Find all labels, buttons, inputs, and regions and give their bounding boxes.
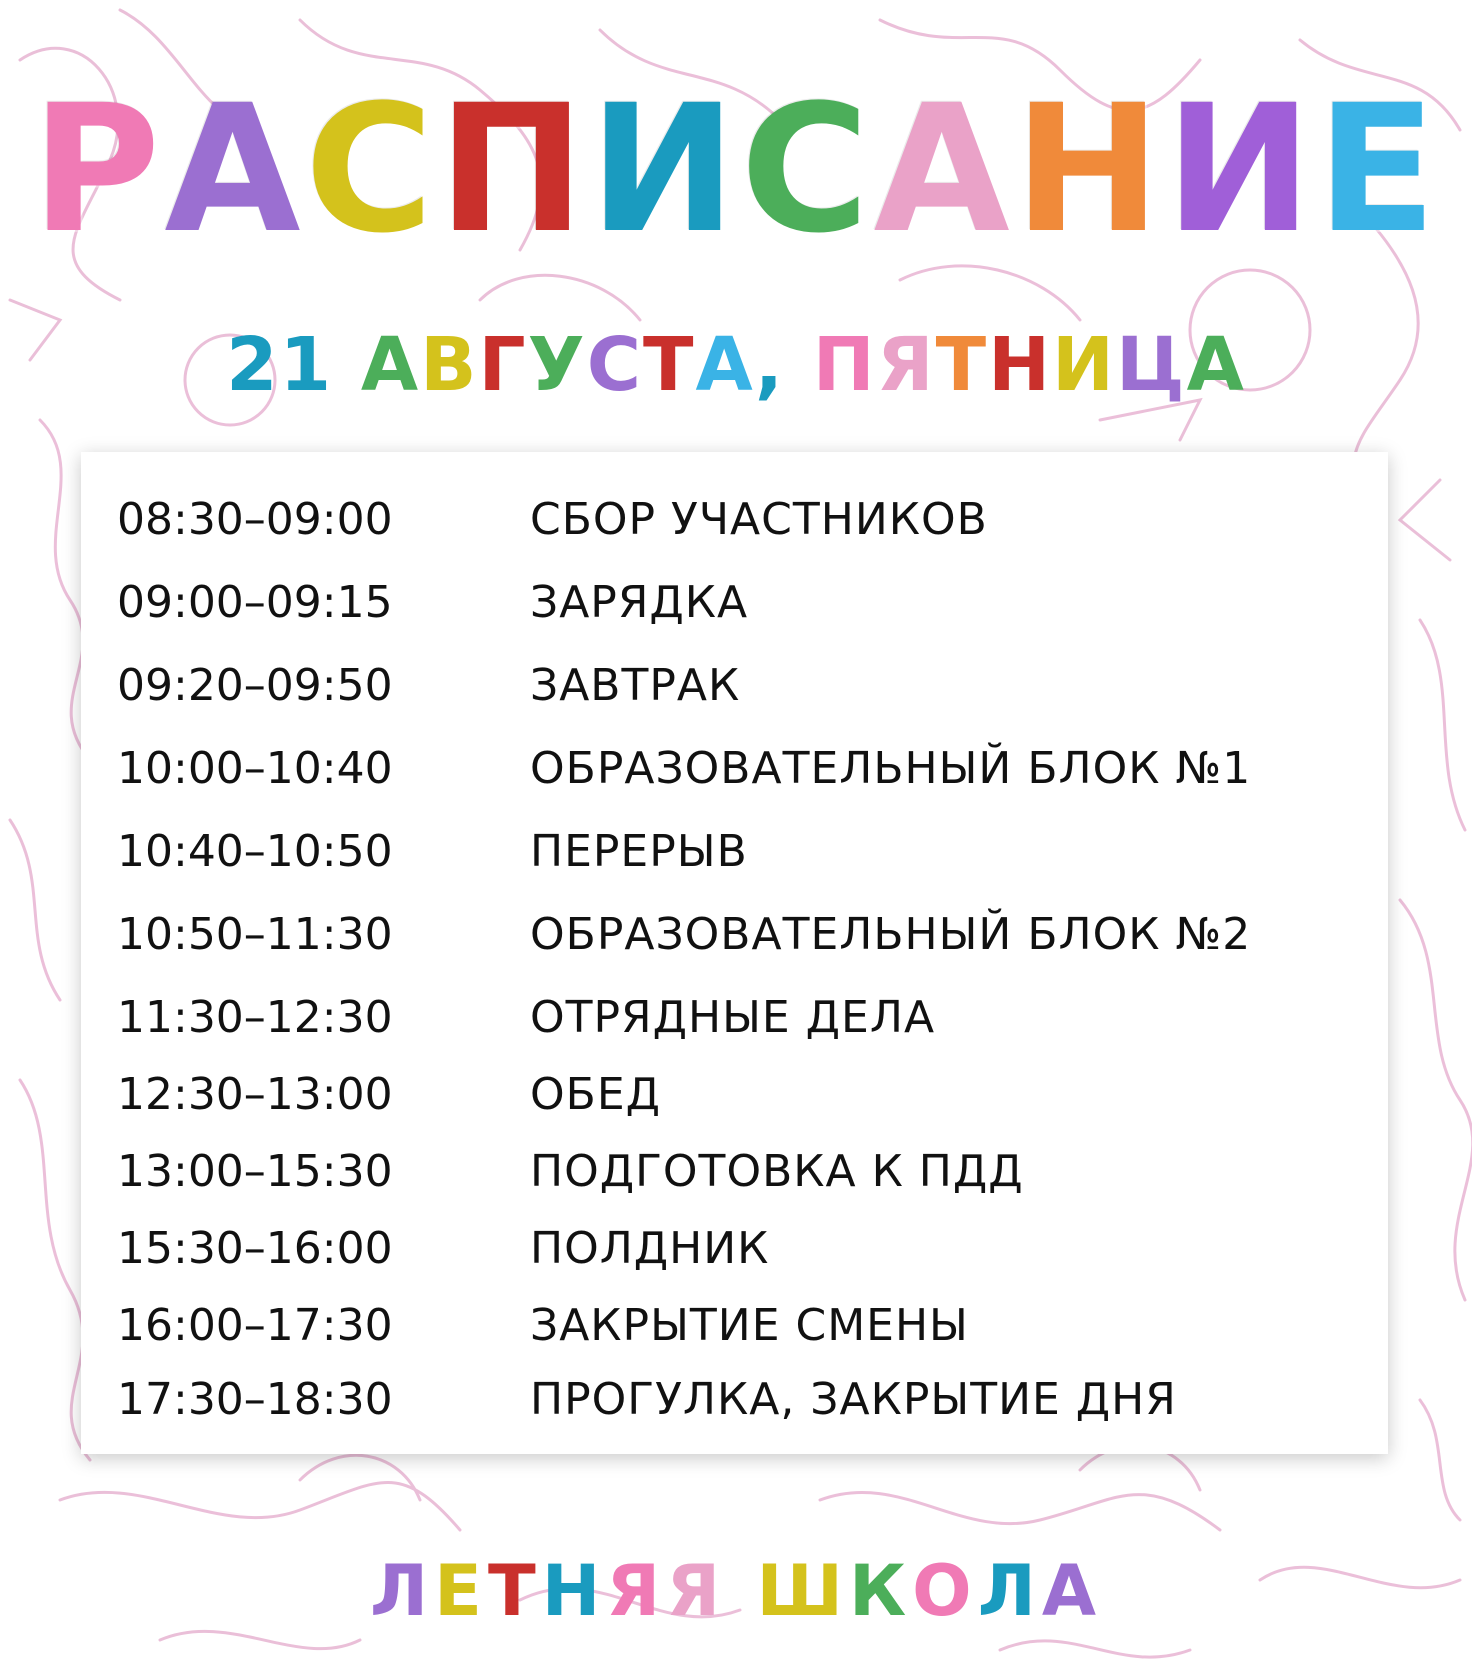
- title-letter: И: [589, 67, 741, 272]
- schedule-event: ОТРЯДНЫЕ ДЕЛА: [530, 991, 936, 1043]
- subtitle-letter: Ц: [1115, 322, 1187, 408]
- schedule-row: [117, 1064, 661, 1124]
- footer-letter: Я: [666, 1550, 727, 1632]
- subtitle-letter: А: [1186, 322, 1246, 408]
- page-title: [0, 67, 1472, 272]
- subtitle-letter: Т: [935, 322, 989, 408]
- subtitle-letter: 2: [226, 322, 280, 408]
- schedule-row: [117, 904, 1251, 964]
- title-letter: А: [873, 67, 1014, 272]
- subtitle-letter: В: [420, 322, 479, 408]
- schedule-event: ЗАВТРАК: [530, 659, 741, 711]
- subtitle-letter: Н: [988, 322, 1053, 408]
- schedule-time: 15:30–16:00: [117, 1222, 393, 1274]
- footer-letter: [726, 1548, 756, 1634]
- schedule-row: [117, 572, 748, 632]
- subtitle-letter: [785, 320, 813, 410]
- title-letter: Н: [1013, 67, 1166, 272]
- title-letter: А: [164, 67, 305, 272]
- schedule-time: 10:40–10:50: [117, 825, 393, 877]
- schedule-row: [117, 1218, 769, 1278]
- subtitle-letter: С: [586, 322, 644, 408]
- schedule-event: СБОР УЧАСТНИКОВ: [530, 493, 988, 545]
- subtitle-letter: 1: [279, 322, 334, 408]
- footer-letter: Е: [434, 1550, 488, 1632]
- title-letter: Е: [1316, 67, 1441, 272]
- schedule-time: 13:00–15:30: [117, 1145, 393, 1197]
- title-letter: И: [1165, 67, 1317, 272]
- schedule-time: 10:50–11:30: [117, 908, 393, 960]
- schedule-event: ПРОГУЛКА, ЗАКРЫТИЕ ДНЯ: [530, 1373, 1177, 1425]
- subtitle-letter: И: [1052, 322, 1116, 408]
- schedule-row: [117, 738, 1251, 798]
- schedule-event: ОБРАЗОВАТЕЛЬНЫЙ БЛОК №1: [530, 742, 1252, 794]
- schedule-event: ОБРАЗОВАТЕЛЬНЫЙ БЛОК №2: [530, 908, 1252, 960]
- schedule-event: ПОДГОТОВКА К ПДД: [530, 1145, 1024, 1197]
- title-letter: С: [304, 67, 438, 272]
- subtitle-letter: [333, 320, 361, 410]
- footer-letter: Н: [541, 1550, 607, 1632]
- footer-letter: Ш: [756, 1550, 849, 1632]
- subtitle-letter: Я: [876, 322, 936, 408]
- subtitle-letter: А: [360, 322, 421, 408]
- schedule-time: 09:20–09:50: [117, 659, 393, 711]
- footer-letter: К: [848, 1550, 913, 1632]
- subtitle-letter: ,: [754, 322, 785, 408]
- subtitle-letter: А: [695, 322, 755, 408]
- schedule-time: 09:00–09:15: [117, 576, 393, 628]
- title-letter: П: [437, 67, 590, 272]
- subtitle-letter: П: [812, 322, 877, 408]
- schedule-time: 08:30–09:00: [117, 493, 393, 545]
- footer-letter: А: [1041, 1550, 1103, 1632]
- subtitle-letter: У: [527, 322, 587, 408]
- schedule-row: [117, 1295, 969, 1355]
- schedule-time: 11:30–12:30: [117, 991, 393, 1043]
- schedule-row: [117, 1141, 1024, 1201]
- schedule-row: [117, 1369, 1177, 1429]
- footer-letter: Т: [487, 1550, 542, 1632]
- schedule-card: [81, 452, 1388, 1454]
- footer-letter: Я: [606, 1550, 667, 1632]
- title-letter: Р: [31, 67, 165, 272]
- schedule-time: 12:30–13:00: [117, 1068, 393, 1120]
- schedule-event: ЗАРЯДКА: [530, 576, 749, 628]
- schedule-time: 17:30–18:30: [117, 1373, 393, 1425]
- footer-letter: О: [912, 1550, 978, 1632]
- schedule-time: 10:00–10:40: [117, 742, 393, 794]
- footer-letter: Л: [977, 1550, 1042, 1632]
- schedule-row: [117, 655, 740, 715]
- schedule-time: 16:00–17:30: [117, 1299, 393, 1351]
- schedule-row: [117, 821, 748, 881]
- schedule-event: ПОЛДНИК: [530, 1222, 770, 1274]
- schedule-row: [117, 987, 935, 1047]
- footer-school-name: [0, 1548, 1472, 1634]
- schedule-event: ПЕРЕРЫВ: [530, 825, 748, 877]
- schedule-event: ЗАКРЫТИЕ СМЕНЫ: [530, 1299, 969, 1351]
- schedule-event: ОБЕД: [530, 1068, 661, 1120]
- subtitle-letter: Т: [643, 322, 696, 408]
- schedule-row: [117, 489, 988, 549]
- title-letter: С: [740, 67, 874, 272]
- date-subtitle: [0, 320, 1472, 410]
- footer-letter: Л: [369, 1550, 435, 1632]
- subtitle-letter: Г: [478, 322, 528, 408]
